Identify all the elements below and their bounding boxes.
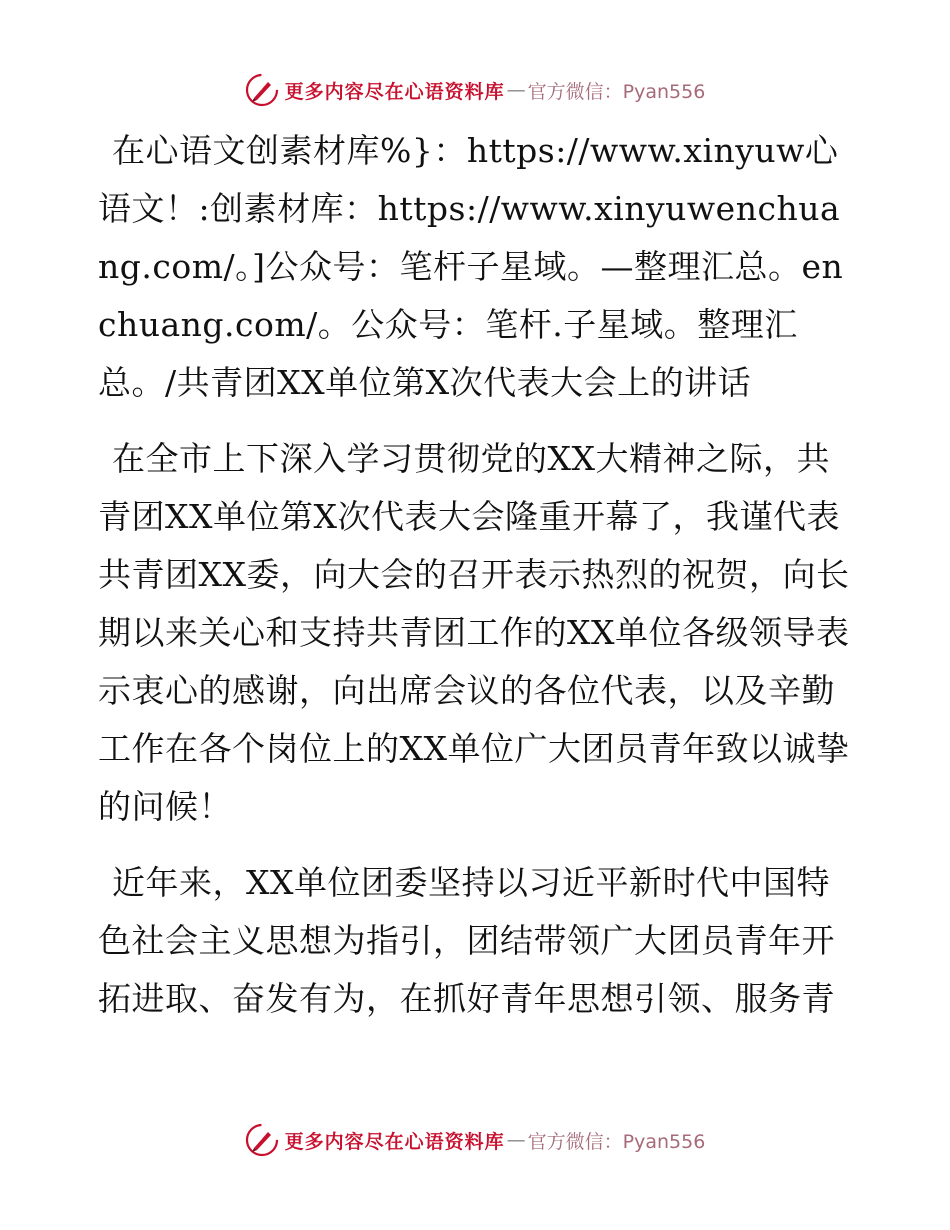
header-banner bbox=[0, 70, 950, 110]
paragraph-3: 近年来，XX单位团委坚持以习近平新时代中国特色社会主义思想为指引，团结带领广大团员青年开拓进取、奋发有为，在抓好青年思想引领、服务青 bbox=[98, 863, 835, 1018]
paragraph-2: 在全市上下深入学习贯彻党的XX大精神之际，共青团XX单位第X次代表大会隆重开幕了，我谨代表共青团XX委，向大会的召开表示热烈的祝贺，向长期以来关心和支持共青团工作的XX单位各级领导表示衷心的感谢，向出席会议的各位代表，以及辛勤工作在各个岗位上的XX单位广大团员青年致以诚挚的问候！ bbox=[98, 439, 850, 826]
pen-swirl-logo-icon bbox=[245, 1123, 279, 1157]
banner-title: 更多内容尽在心语资料库 bbox=[284, 1130, 505, 1153]
document-body bbox=[98, 122, 858, 1028]
banner-contact: 官方微信：Pyan556 bbox=[527, 80, 706, 103]
banner-separator: — bbox=[506, 1129, 526, 1151]
banner-title: 更多内容尽在心语资料库 bbox=[284, 80, 505, 103]
pen-swirl-logo-icon bbox=[245, 73, 279, 107]
banner-separator: — bbox=[506, 79, 526, 101]
footer-banner bbox=[0, 1120, 950, 1160]
banner-contact: 官方微信：Pyan556 bbox=[527, 1130, 706, 1153]
paragraph-1: 在心语文创素材库%}：https://www.xinyuw心语文！:创素材库：https://www.xinyuwenchuang.com/。]公众号：笔杆子星域。—整理汇总。enchuang.com/。公众号：笔杆.子星域。整理汇总。/共青团XX单位第X次代表大会上的讲话 bbox=[98, 131, 844, 402]
